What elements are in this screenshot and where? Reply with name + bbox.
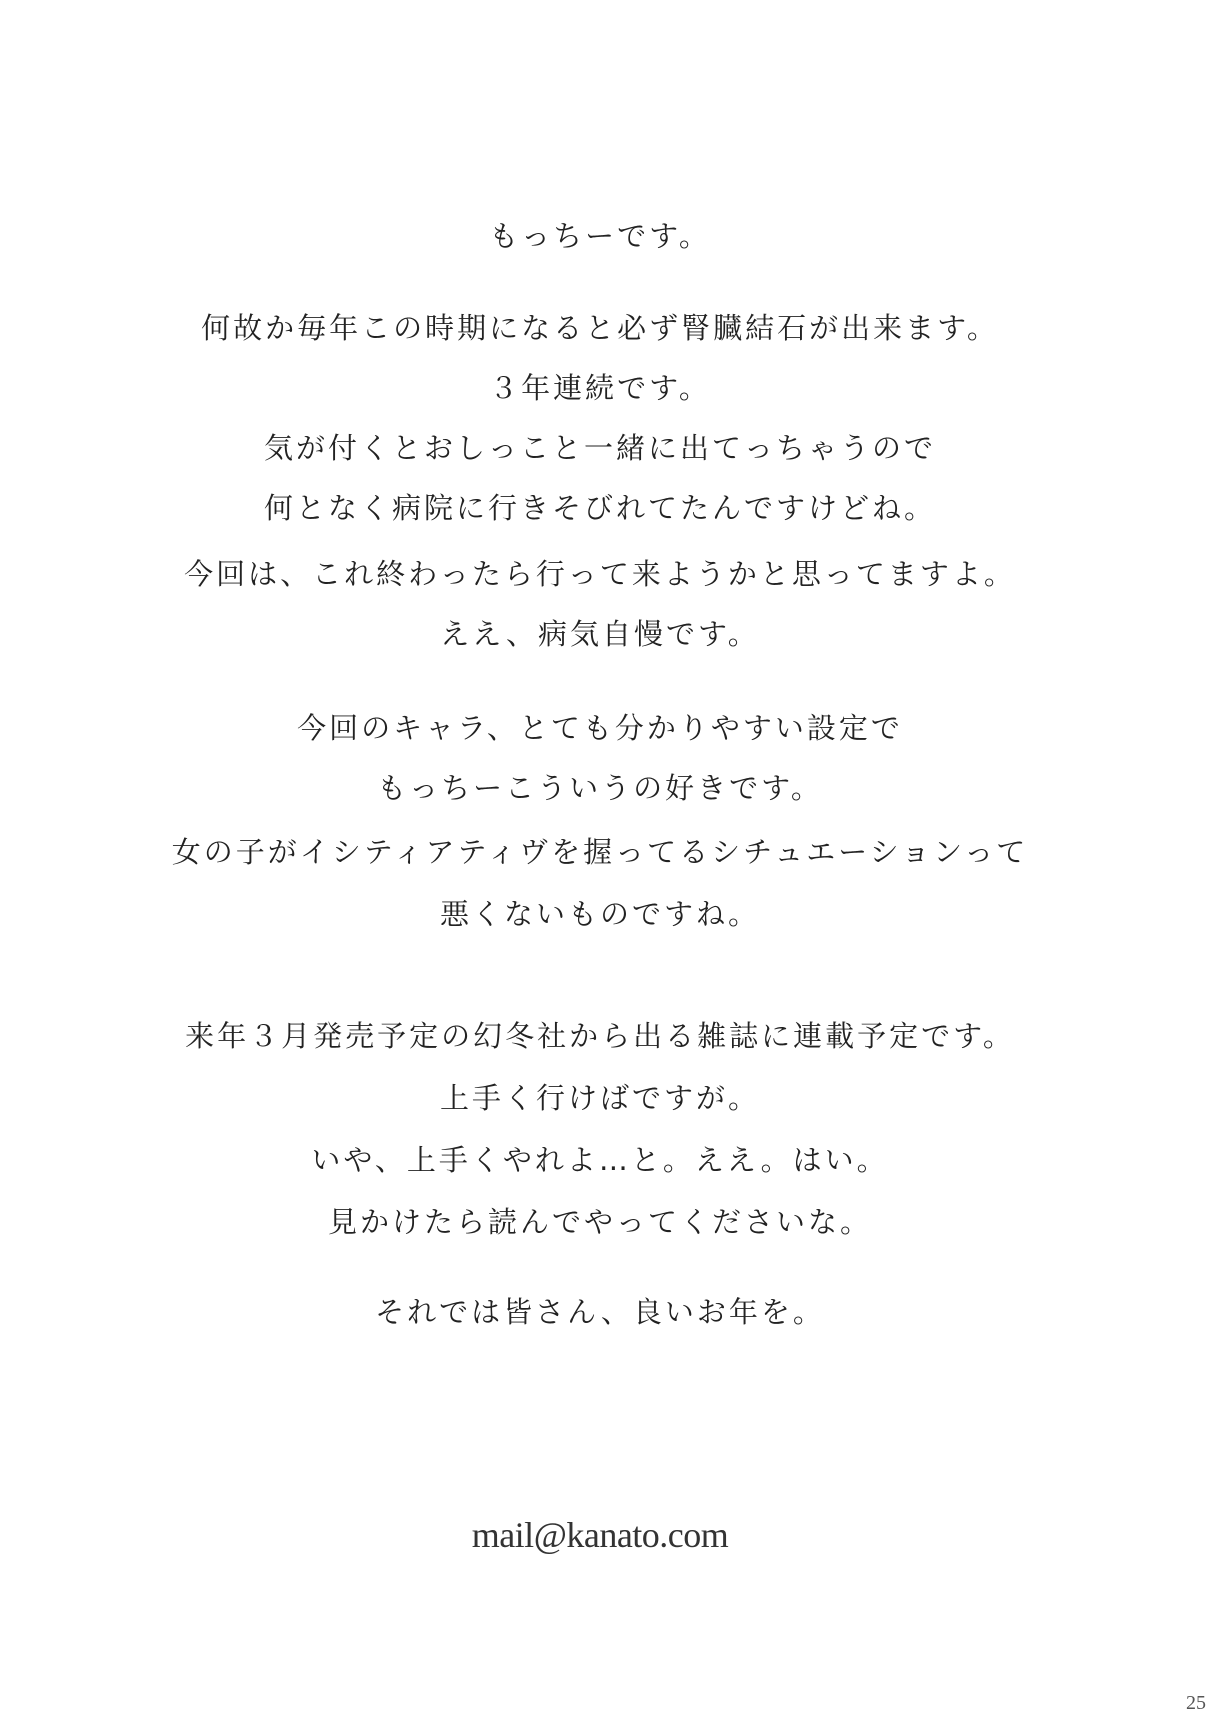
text-line-7: ええ、病気自慢です。	[440, 617, 760, 651]
text-line-3: ３年連続です。	[489, 371, 711, 405]
text-line-10: 女の子がイシティアティヴを握ってるシチュエーションって	[171, 835, 1029, 869]
contact-email: mail@kanato.com	[471, 1515, 729, 1555]
text-line-14: いや、上手くやれよ…と。ええ。はい。	[311, 1143, 889, 1177]
page-number: 25	[1186, 1692, 1206, 1714]
text-line-15: 見かけたら読んでやってくださいな。	[327, 1205, 872, 1239]
text-line-5: 何となく病院に行きそびれてたんですけどね。	[263, 491, 936, 525]
text-line-11: 悪くないものですね。	[439, 897, 760, 931]
text-line-4: 気が付くとおしっこと一緒に出てっちゃうので	[263, 431, 936, 465]
text-line-8: 今回のキャラ、とても分かりやすい設定で	[297, 711, 903, 745]
text-line-2: 何故か毎年この時期になると必ず腎臓結石が出来ます。	[201, 311, 999, 345]
text-line-9: もっちーこういうの好きです。	[377, 771, 823, 805]
text-line-1: もっちーです。	[489, 219, 711, 253]
text-line-6: 今回は、これ終わったら行って来ようかと思ってますよ。	[184, 557, 1016, 591]
text-line-16: それでは皆さん、良いお年を。	[375, 1295, 825, 1329]
text-line-12: 来年３月発売予定の幻冬社から出る雑誌に連載予定です。	[185, 1019, 1015, 1053]
text-line-13: 上手く行けばですが。	[439, 1081, 760, 1115]
